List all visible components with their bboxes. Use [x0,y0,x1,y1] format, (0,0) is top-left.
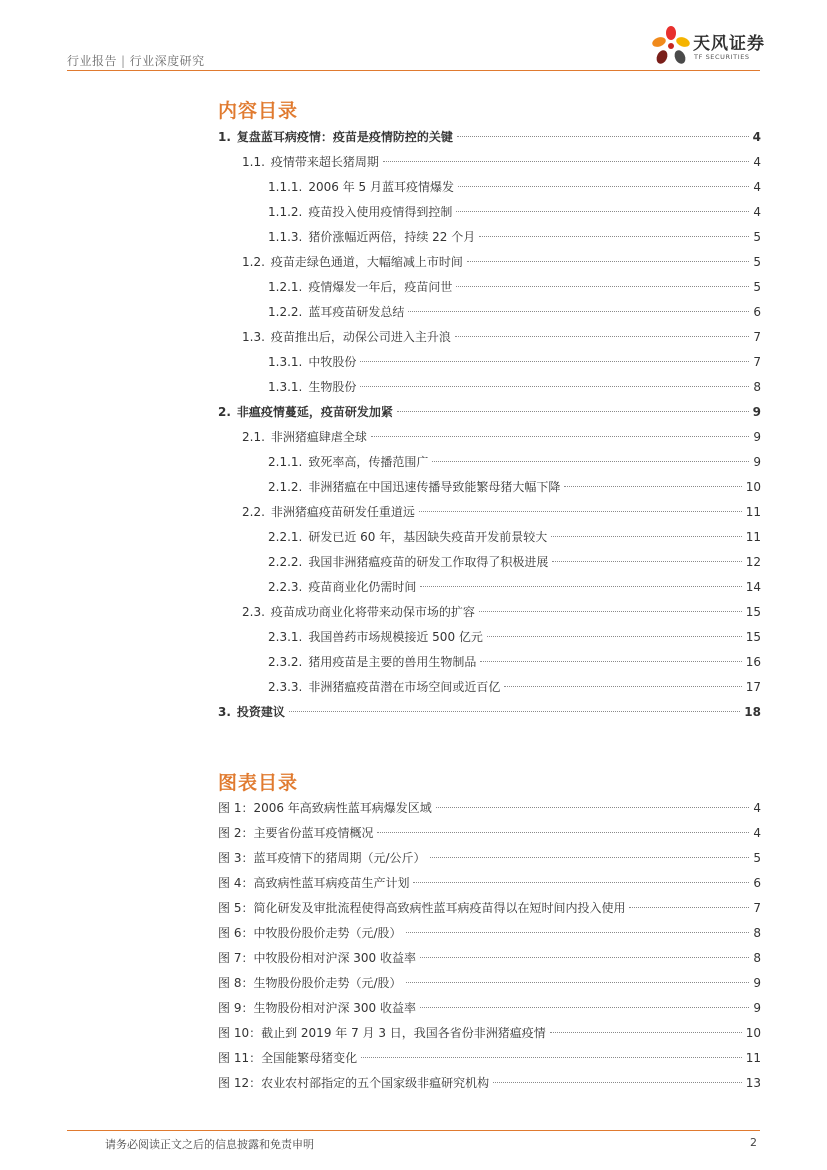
figure-leader-dots [406,982,750,983]
toc-entry-number: 2.1.1. [268,455,303,469]
toc-entry[interactable] [218,525,761,550]
toc-entry-page: 17 [745,680,761,694]
toc-entry-title: 非洲猪瘟疫苗研发任重道远 [270,505,415,519]
toc-entry[interactable] [218,350,761,375]
figure-entry-title: 蓝耳疫情下的猪周期（元/公斤） [253,851,426,865]
figure-entry-number: 图 1： [218,801,254,815]
toc-entry[interactable] [218,325,761,350]
toc-entry-number: 1.2.1. [268,280,303,294]
toc-entry-page: 4 [752,130,761,144]
toc-entry-number: 2.1. [242,430,265,444]
toc-entry-page: 18 [744,705,761,719]
toc-entry[interactable] [218,175,761,200]
figure-entry[interactable] [218,996,761,1021]
figure-entry-number: 图 9： [218,1001,254,1015]
figure-entry-page: 10 [745,1026,761,1040]
figure-entry-title: 2006 年高致病性蓝耳病爆发区域 [253,801,432,815]
toc-leader-dots [479,611,742,612]
toc-entry-number: 2.3.2. [268,655,303,669]
figure-entry-title: 主要省份蓝耳疫情概况 [253,826,374,840]
toc-entry[interactable] [218,625,761,650]
toc-leader-dots [487,636,742,637]
toc-entry-title: 非洲猪瘟疫苗潜在市场空间或近百亿 [308,680,501,694]
toc-entry-number: 2.2.1. [268,530,303,544]
toc-entry[interactable] [218,250,761,275]
toc-entry-title: 疫苗投入使用疫情得到控制 [308,205,453,219]
toc-entry-page: 4 [753,155,761,169]
logo-chinese-name: 天风证券 [693,34,765,54]
figure-entry-title: 截止到 2019 年 7 月 3 日，我国各省份非洲猪瘟疫情 [261,1026,546,1040]
figure-leader-dots [406,932,750,933]
figure-entry[interactable] [218,871,761,896]
figure-entry-title: 生物股份相对沪深 300 收益率 [253,1001,416,1015]
toc-entry-page: 4 [753,205,761,219]
figures-title: 图表目录 [218,772,299,794]
toc-entry-number: 1.1.1. [268,180,303,194]
toc-entry-title: 我国非洲猪瘟疫苗的研发工作取得了积极进展 [308,555,549,569]
figure-entry-page: 5 [753,851,761,865]
company-logo [650,24,780,70]
figure-leader-dots [377,832,749,833]
toc-leader-dots [420,586,741,587]
figure-entry-page: 4 [753,826,761,840]
figure-entry-page: 4 [753,801,761,815]
figure-entry-number: 图 11： [218,1051,262,1065]
toc-entry[interactable] [218,225,761,250]
figure-leader-dots [493,1082,742,1083]
figure-entry[interactable] [218,946,761,971]
toc-entry-page: 12 [745,555,761,569]
figure-entry-number: 图 4： [218,876,254,890]
toc-entry-number: 1.1.2. [268,205,303,219]
toc-leader-dots [397,411,749,412]
figure-entry-number: 图 7： [218,951,254,965]
toc-entry-title: 疫苗成功商业化将带来动保市场的扩容 [270,605,475,619]
figure-entry-title: 高致病性蓝耳病疫苗生产计划 [253,876,410,890]
toc-leader-dots [383,161,749,162]
flower-logo-icon [650,24,692,70]
toc-entry[interactable] [218,475,761,500]
toc-entry[interactable] [218,450,761,475]
figure-entry-number: 图 10： [218,1026,262,1040]
toc-leader-dots [408,311,749,312]
figure-leader-dots [436,807,750,808]
figure-entry-page: 7 [753,901,761,915]
toc-entry-page: 6 [753,305,761,319]
figure-leader-dots [361,1057,742,1058]
toc-entry-page: 7 [753,330,761,344]
figure-entry-number: 图 12： [218,1076,262,1090]
figure-entry-number: 图 5： [218,901,254,915]
toc-entry-title: 非瘟疫情蔓延，疫苗研发加紧 [236,405,393,419]
toc-entry-number: 1.1. [242,155,265,169]
figure-entry-title: 中牧股份相对沪深 300 收益率 [253,951,416,965]
figure-entry-title: 简化研发及审批流程使得高致病性蓝耳病疫苗得以在短时间内投入使用 [253,901,626,915]
toc-entry-title: 非洲猪瘟在中国迅速传播导致能繁母猪大幅下降 [308,480,561,494]
figures-list [218,796,761,1096]
toc-entry-number: 1.3.1. [268,355,303,369]
figure-entry[interactable] [218,1046,761,1071]
toc-entry-page: 14 [745,580,761,594]
toc-entry-number: 2.3.1. [268,630,303,644]
toc-entry-number: 2. [218,405,231,419]
toc-entry[interactable] [218,675,761,700]
toc-leader-dots [504,686,741,687]
toc-title: 内容目录 [218,100,299,122]
toc-entry-number: 1.2. [242,255,265,269]
toc-leader-dots [458,186,749,187]
toc-leader-dots [467,261,749,262]
toc-entry-title: 生物股份 [308,380,357,394]
figure-entry-number: 图 8： [218,976,254,990]
figure-entry-page: 9 [753,976,761,990]
figure-entry-page: 6 [753,876,761,890]
toc-entry-page: 5 [753,280,761,294]
category-separator: | [121,54,126,68]
toc-leader-dots [551,536,741,537]
toc-entry[interactable] [218,700,761,725]
toc-entry[interactable] [218,275,761,300]
figure-entry-page: 13 [745,1076,761,1090]
toc-leader-dots [552,561,741,562]
figure-entry-title: 生物股份股价走势（元/股） [253,976,402,990]
figure-entry-page: 11 [745,1051,761,1065]
category-label: 行业报告 [67,54,118,68]
toc-leader-dots [419,511,742,512]
toc-entry-number: 2.3.3. [268,680,303,694]
page-number: 2 [750,1136,757,1149]
figure-entry[interactable] [218,1071,761,1096]
figure-leader-dots [413,882,749,883]
figure-entry-title: 农业农村部指定的五个国家级非瘟研究机构 [261,1076,490,1090]
toc-entry-number: 1.2.2. [268,305,303,319]
toc-entry-number: 1.3. [242,330,265,344]
toc-entry[interactable] [218,300,761,325]
toc-entry-title: 中牧股份 [308,355,357,369]
toc-entry-page: 9 [753,455,761,469]
toc-entry-title: 投资建议 [236,705,285,719]
figure-leader-dots [420,957,749,958]
toc-entry-number: 2.2.3. [268,580,303,594]
toc-entry-page: 11 [745,505,761,519]
toc-entry-page: 16 [745,655,761,669]
figure-entry-number: 图 3： [218,851,254,865]
toc-entry-title: 疫苗推出后，动保公司进入主升浪 [270,330,451,344]
toc-entry-page: 15 [745,605,761,619]
toc-entry[interactable] [218,400,761,425]
toc-leader-dots [564,486,741,487]
toc-entry-title: 猪价涨幅近两倍，持续 22 个月 [308,230,476,244]
toc-entry-page: 9 [753,430,761,444]
figure-entry[interactable] [218,1021,761,1046]
toc-leader-dots [289,711,740,712]
toc-leader-dots [360,361,749,362]
toc-leader-dots [456,211,749,212]
toc-leader-dots [371,436,749,437]
toc-entry-number: 2.2.2. [268,555,303,569]
figure-leader-dots [420,1007,749,1008]
toc-entry-title: 复盘蓝耳病疫情：疫苗是疫情防控的关键 [236,130,453,144]
figure-entry[interactable] [218,971,761,996]
figure-entry-title: 中牧股份股价走势（元/股） [253,926,402,940]
toc-entry-page: 5 [753,255,761,269]
toc-entry[interactable] [218,600,761,625]
toc-leader-dots [455,336,749,337]
toc-entry-number: 2.1.2. [268,480,303,494]
figure-entry[interactable] [218,921,761,946]
toc-entry[interactable] [218,425,761,450]
toc-entry-title: 蓝耳疫苗研发总结 [308,305,405,319]
toc-entry-page: 8 [753,380,761,394]
figure-entry-page: 9 [753,1001,761,1015]
figure-entry-number: 图 2： [218,826,254,840]
toc-entry-title: 致死率高，传播范围广 [308,455,429,469]
header-category [67,52,205,69]
figure-entry[interactable] [218,821,761,846]
toc-entry[interactable] [218,500,761,525]
toc-entry[interactable] [218,575,761,600]
toc-entry-title: 疫情带来超长猪周期 [270,155,379,169]
toc-entry-title: 2006 年 5 月蓝耳疫情爆发 [308,180,454,194]
toc-leader-dots [456,286,749,287]
toc-entry-page: 7 [753,355,761,369]
toc-entry[interactable] [218,650,761,675]
toc-entry-title: 我国兽药市场规模接近 500 亿元 [308,630,483,644]
toc-entry-page: 4 [753,180,761,194]
figure-leader-dots [629,907,749,908]
toc-entry-page: 9 [752,405,761,419]
figure-entry-page: 8 [753,926,761,940]
toc-entry[interactable] [218,125,761,150]
header-divider [67,70,760,71]
toc-entry-page: 11 [745,530,761,544]
figure-entry-number: 图 6： [218,926,254,940]
figure-entry-page: 8 [753,951,761,965]
toc-entry[interactable] [218,550,761,575]
toc-entry-number: 1. [218,130,231,144]
footer-disclaimer: 请务必阅读正文之后的信息披露和免责申明 [105,1138,314,1151]
toc-leader-dots [479,236,749,237]
toc-entry-number: 1.3.1. [268,380,303,394]
figure-leader-dots [430,857,750,858]
toc-entry-number: 3. [218,705,231,719]
figure-entry-title: 全国能繁母猪变化 [261,1051,358,1065]
toc-entry-title: 疫苗走绿色通道，大幅缩减上市时间 [270,255,463,269]
figure-leader-dots [550,1032,742,1033]
toc-entry[interactable] [218,375,761,400]
toc-entry-title: 猪用疫苗是主要的兽用生物制品 [308,655,477,669]
toc-entry[interactable] [218,200,761,225]
toc-entry[interactable] [218,150,761,175]
toc-list [218,125,761,725]
toc-entry-page: 10 [745,480,761,494]
toc-leader-dots [432,461,749,462]
toc-entry-title: 疫苗商业化仍需时间 [308,580,417,594]
toc-entry-number: 2.2. [242,505,265,519]
toc-leader-dots [480,661,741,662]
subcategory-label: 行业深度研究 [129,54,205,68]
logo-english-name: TF SECURITIES [694,53,750,61]
toc-entry-number: 1.1.3. [268,230,303,244]
toc-leader-dots [360,386,749,387]
toc-entry-number: 2.3. [242,605,265,619]
toc-entry-page: 5 [753,230,761,244]
toc-entry-page: 15 [745,630,761,644]
toc-leader-dots [457,136,749,137]
toc-entry-title: 研发已近 60 年，基因缺失疫苗开发前景较大 [308,530,548,544]
toc-entry-title: 疫情爆发一年后，疫苗问世 [308,280,453,294]
footer-divider [67,1130,760,1131]
figure-entry[interactable] [218,796,761,821]
figure-entry[interactable] [218,846,761,871]
figure-entry[interactable] [218,896,761,921]
toc-entry-title: 非洲猪瘟肆虐全球 [270,430,367,444]
